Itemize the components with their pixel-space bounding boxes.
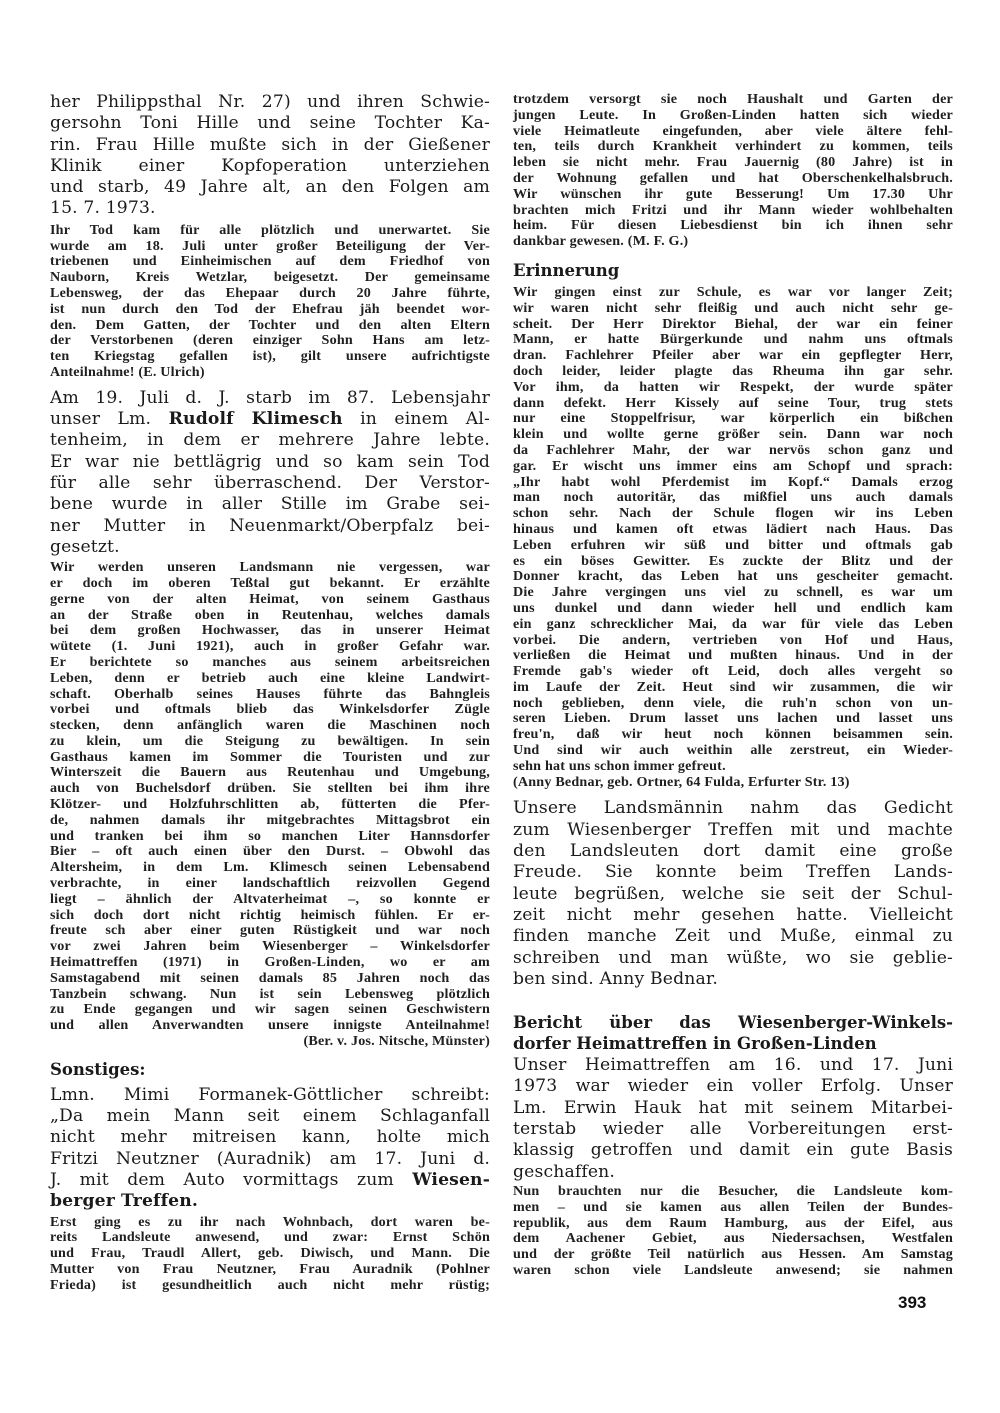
text-line: Samstagabend mit seinen damals 85 Jahren noch das <box>50 969 490 986</box>
text-line: gerne von der alten Heimat, von seinem Gasthaus <box>50 590 490 607</box>
text-line: tenheim, in dem er mehrere Jahre lebte. <box>50 430 490 451</box>
text-line: Heimattreffen (1971) in Großen-Linden, wo er am <box>50 954 490 971</box>
poem-signature: (Anny Bednar, geb. Ortner, 64 Fulda, Erfurter Str. 13) <box>513 773 850 790</box>
text-line: bene wurde in aller Stille im Grabe sei- <box>50 494 490 515</box>
text-line: ist nun durch den Tod der Ehefrau jäh beendet wor- <box>50 300 490 317</box>
page-number: 393 <box>898 1293 927 1312</box>
text-line: vor zwei Jahren beim Wiesenberger – Winkelsdorfer <box>50 938 490 955</box>
text-line: trotzdem versorgt sie noch Haushalt und Garten der <box>513 91 953 107</box>
text-line: finden manche Zeit und Muße, einmal zu <box>513 926 953 947</box>
text-line: Winterszeit die Bauern aus Reutenhau und Umgebung, <box>50 764 490 781</box>
text-line: Unser Heimattreffen am 16. und 17. Juni <box>513 1055 953 1076</box>
text-line: den. Dem Gatten, der Tochter und den alten Eltern <box>50 316 490 333</box>
text-line: Frieda) ist gesundheitlich auch nicht mehr rüstig; <box>50 1276 490 1293</box>
text-line: brachten mich Fritzi und ihr Mann wieder wohlbehalten <box>513 201 953 218</box>
poem-line: Und sind wir auch weithin alle zerstreut, ein Wieder- <box>513 742 953 759</box>
text-line: ben sind. Anny Bednar. <box>513 968 718 989</box>
poem-line: freu'n, daß wir heut noch können beisammen sein. <box>513 726 953 743</box>
poem-line: scheit. Der Herr Direktor Biehal, der war ein feiner <box>513 315 953 332</box>
paragraph-treffen-report <box>513 1055 953 1183</box>
text-line: zu klein, um die Steigung zu bewältigen. In sein <box>50 732 490 749</box>
text-line: leben sie nicht mehr. Frau Jauernig (80 Jahre) ist in <box>513 154 953 171</box>
text-line: gersohn Toni Hille und seine Tochter Ka- <box>50 113 490 134</box>
text-line: Leben, denn er betrieb auch eine kleine Landwirt- <box>50 669 490 686</box>
poem-line: vorbei. Die andern, vertrieben von Hof und Haus, <box>513 631 953 648</box>
text-line: dankbar gewesen. (M. F. G.) <box>513 233 689 250</box>
heading-line: dorfer Heimattreffen in Großen-Linden <box>513 1034 877 1054</box>
text-line: bei dem großen Hochwasser, das in unserer Heimat <box>50 622 490 639</box>
text-line: terstab wieder alle Vorbereitungen erst- <box>513 1119 953 1140</box>
text-fragment: J. mit dem Auto vormittags zum <box>50 1170 413 1191</box>
text-line: er doch im oberen Teßtal gut bekannt. Er erzählte <box>50 574 490 591</box>
text-line: Altersheim, in dem Lm. Klimesch seinen Lebensabend <box>50 859 490 876</box>
text-line: Klinik einer Kopfoperation unterziehen <box>50 155 490 176</box>
text-line: der Wohnung gefallen und hat Oberschenkelhalsbruch. <box>513 169 953 186</box>
text-line: jungen Leute. In Großen-Linden hatten sich wieder <box>513 106 953 123</box>
text-line: auch von Buchelsdorf drüben. Sie stellten bei ihm ihre <box>50 780 490 797</box>
left-column <box>50 92 490 1294</box>
section-heading-erinnerung: Erinnerung <box>513 260 620 280</box>
text-line: Gasthaus kamen im Sommer die Touristen und zur <box>50 748 490 765</box>
poem-line: man noch autoritär, das mißfiel uns auch damals <box>513 489 953 506</box>
poem-line: nur eine Stoppelfrisur, war körperlich ein bißchen <box>513 410 953 427</box>
poem-erinnerung <box>513 285 953 791</box>
poem-line: es ein böses Gewitter. Es zuckte der Blitz und der <box>513 552 953 569</box>
paragraph-klimesch-memories <box>50 560 490 1050</box>
text-line: wurde am 18. Juli unter großer Beteiligung der Ver- <box>50 237 490 254</box>
text-fragment: in einem Al- <box>342 409 490 430</box>
text-line: Anteilnahme! (E. Ulrich) <box>50 363 205 380</box>
text-line: der Verstorbenen (deren einziger Sohn Hans am letz- <box>50 332 490 349</box>
text-line: Fritzi Neutzner (Auradnik) am 17. Juni d. <box>50 1148 490 1169</box>
text-line: „Da mein Mann seit einem Schlaganfall <box>50 1106 490 1127</box>
text-line: vorbei und oftmals blieb das Winkelsdorfer Zügle <box>50 701 490 718</box>
text-line: den Landsleuten dort damit eine große <box>513 841 953 862</box>
paragraph-klimesch-death <box>50 388 490 558</box>
text-line: dem Aachener Gebiet, aus Niedersachsen, Westfalen <box>513 1230 953 1247</box>
text-line: ten, teils durch Krankheit verhindert zu kommen, teils <box>513 138 953 155</box>
text-line: und der größte Teil natürlich aus Hessen. Am Samstag <box>513 1246 953 1263</box>
event-name-bold: berger Treffen. <box>50 1191 198 1212</box>
paragraph-formanek-letter <box>50 1085 490 1213</box>
text-line: Erst ging es zu ihr nach Wohnbach, dort waren be- <box>50 1213 490 1230</box>
text-line: klassig getroffen und damit ein gute Basis <box>513 1140 953 1161</box>
text-line: Ihr Tod kam für alle plötzlich und unerwartet. Sie <box>50 221 490 238</box>
text-line: und allen Anverwandten unsere innigste Anteilnahme! <box>50 1017 490 1034</box>
text-line: Er berichtete so manches aus seinem arbeitsreichen <box>50 653 490 670</box>
text-line: 15. 7. 1973. <box>50 198 156 219</box>
text-line: Unsere Landsmännin nahm das Gedicht <box>513 798 953 819</box>
text-line: Nauborn, Kreis Wetzlar, beigesetzt. Der gemeinsame <box>50 269 490 286</box>
text-line: Lmn. Mimi Formanek-Göttlicher schreibt: <box>50 1084 490 1105</box>
text-line: Am 19. Juli d. J. starb im 87. Lebensjahr <box>50 387 490 408</box>
text-line: geschaffen. <box>513 1161 616 1182</box>
text-line: sich doch dort nicht richtig heimisch fühlen. Er er- <box>50 906 490 923</box>
right-column <box>513 92 953 1279</box>
text-line: reits Landsleute anwesend, und zwar: Ernst Schön <box>50 1229 490 1246</box>
text-line: Nun brauchten nur die Besucher, die Landsleute kom- <box>513 1182 953 1199</box>
poem-line: Fremde gab's wieder oft Leid, doch alles vergeht so <box>513 663 953 680</box>
poem-line: Leben erfuhren wir süß und bitter und oftmals gab <box>513 536 953 553</box>
text-line: waren schon viele Landsleute anwesend; sie nahmen <box>513 1261 953 1278</box>
text-line: und starb, 49 Jahre alt, an den Folgen am <box>50 177 490 198</box>
text-line: leute begrüßen, welche sie seit der Schul- <box>513 883 953 904</box>
poem-line: hinaus und kamen oft etwas lädiert nach Haus. Das <box>513 520 953 537</box>
poem-line: Die Jahre vergingen uns viel zu schnell, es war um <box>513 584 953 601</box>
section-heading-sonstiges: Sonstiges: <box>50 1059 146 1079</box>
poem-line: verließen die Heimat und mußten hinaus. Und in der <box>513 647 953 664</box>
text-line: wütete (1. Juni 1921), auch in großer Gefahr war. <box>50 638 490 655</box>
poem-line: schon sehr. Nach der Schule flogen wir ins Leben <box>513 505 953 522</box>
paragraph-wohnbach <box>50 1215 490 1294</box>
text-line: freute sch aber einer guten Rüstigkeit und war noch <box>50 922 490 939</box>
text-line <box>50 409 490 430</box>
paragraph-hille-funeral <box>50 223 490 381</box>
text-line: 1973 war wieder ein voller Erfolg. Unser <box>513 1076 953 1097</box>
text-line: zu Ende gegangen und wir sagen seinen Geschwistern <box>50 1001 490 1018</box>
text-line: und Frau, Traudl Allert, geb. Diwisch, und Mann. Die <box>50 1245 490 1262</box>
poem-line: dran. Fachlehrer Pfeiler aber war ein gepflegter Herr, <box>513 347 953 364</box>
heading-line: Bericht über das Wiesenberger-Winkels- <box>513 1013 953 1033</box>
text-line: für alle sehr überraschend. Der Verstor- <box>50 472 490 493</box>
text-line: ner Mutter in Neuenmarkt/Oberpfalz bei- <box>50 515 490 536</box>
text-line: de, nahmen damals ihr mitgebrachtes Mittagsbrot ein <box>50 811 490 828</box>
poem-line: ein ganz schrecklicher Mai, da war für viele das Leben <box>513 615 953 632</box>
text-line: liegt – ähnlich der Altvaterheimat –, so konnte er <box>50 890 490 907</box>
text-line: republik, aus dem Raum Hamburg, aus der Eifel, aus <box>513 1214 953 1231</box>
text-line: schreiben und man wüßte, wo sie geblie- <box>513 947 953 968</box>
poem-line: seren Lieben. Drum lasset uns lachen und lasset uns <box>513 710 953 727</box>
text-line: an der Straße oben in Reutenhau, welches damals <box>50 606 490 623</box>
text-line: Lebensweg, der das Ehepaar durch 20 Jahre führte, <box>50 284 490 301</box>
text-line: heim. Für diesen Liebesdienst bin ich ihnen sehr <box>513 217 953 234</box>
text-line: Tanzbein schwang. Nun ist sein Lebensweg plötzlich <box>50 985 490 1002</box>
text-line: stecken, denn anfänglich waren die Maschinen noch <box>50 717 490 734</box>
text-line: Lm. Erwin Hauk hat mit seinem Mitarbei- <box>513 1097 953 1118</box>
section-heading-bericht <box>513 1012 953 1054</box>
event-name-bold: Wiesen- <box>412 1170 490 1191</box>
paragraph-poem-note <box>513 798 953 990</box>
text-line: rin. Frau Hille mußte sich in der Gießener <box>50 134 490 155</box>
text-line <box>50 1191 490 1212</box>
paragraph-visitors <box>513 1184 953 1279</box>
paragraph-letter-continued <box>513 92 953 250</box>
poem-line: dann defekt. Herr Kissely auf seine Tour, trug stets <box>513 394 953 411</box>
text-line: Freude. Sie konnte beim Treffen Lands- <box>513 862 953 883</box>
poem-line: da Fachlehrer Mahr, der war nervös schon ganz und <box>513 441 953 458</box>
text-line <box>50 1170 490 1191</box>
text-line: Mutter von Frau Neutzner, Frau Auradnik (Pohlner <box>50 1261 490 1277</box>
text-line: ten Kriegstag gefallen ist), gilt unsere aufrichtigste <box>50 348 490 365</box>
text-line: Wir werden unseren Landsmann nie vergessen, war <box>50 559 490 576</box>
text-line: und tranken bei ihm so manchen Liter Hannsdorfer <box>50 827 490 844</box>
poem-line: noch geblieben, denn viele, die ruh'n schon von un- <box>513 694 953 711</box>
text-line: viele Heimatleute eingefunden, aber viele ältere fehl- <box>513 122 953 139</box>
poem-line: Donner kracht, das Leben hat uns gescheiter gemacht. <box>513 568 953 585</box>
text-fragment: unser Lm. <box>50 409 169 430</box>
paragraph-hille-death <box>50 92 490 220</box>
poem-line: „Ihr habt wohl Pferdemist im Kopf.“ Damals erzog <box>513 473 953 490</box>
text-line: zeit nicht mehr gesehen hatte. Vielleicht <box>513 904 953 925</box>
poem-line: Mann, er hatte Bürgerkunde und nahm uns oftmals <box>513 331 953 348</box>
poem-line: uns dunkel und dann wieder hell und endlich kam <box>513 599 953 616</box>
text-line: gesetzt. <box>50 536 120 557</box>
person-name-bold: Rudolf Klimesch <box>168 409 343 430</box>
poem-line: wir waren nicht sehr fleißig und auch nicht sehr ge- <box>513 299 953 316</box>
poem-line: im Laufe der Zeit. Heut sind wir zusammen, die wir <box>513 678 953 695</box>
poem-line: Wir gingen einst zur Schule, es war vor langer Zeit; <box>513 283 953 300</box>
author-signature: (Ber. v. Jos. Nitsche, Münster) <box>303 1033 490 1050</box>
text-line: Wir wünschen ihr gute Besserung! Um 17.30 Uhr <box>513 185 953 202</box>
poem-line: gar. Er wischt uns immer eins am Schopf und sprach: <box>513 457 953 474</box>
text-line: verbrachte, in einer landschaftlich reizvollen Gegend <box>50 875 490 892</box>
text-line: zum Wiesenberger Treffen mit und machte <box>513 819 953 840</box>
text-line: Bier – oft auch einen über den Durst. – Obwohl das <box>50 843 490 860</box>
poem-line: sehn hat uns schon immer gefreut. <box>513 757 726 774</box>
text-line: nicht mehr mitreisen kann, holte mich <box>50 1127 490 1148</box>
poem-line: Vor ihm, da hatten wir Respekt, der wurde später <box>513 378 953 395</box>
poem-line: klein und wollte gerne größer sein. Dann war noch <box>513 426 953 443</box>
text-line: Klötzer- und Holzfuhrschlitten ab, fütterten die Pfer- <box>50 796 490 813</box>
text-line: her Philippsthal Nr. 27) und ihren Schwie- <box>50 92 490 112</box>
text-line: triebenen und Einheimischen auf dem Friedhof von <box>50 253 490 270</box>
text-line: Er war nie bettlägrig und so kam sein Tod <box>50 451 490 472</box>
text-line: men – und sie kamen aus allen Teilen der Bundes- <box>513 1198 953 1215</box>
text-line: schaft. Oberhalb seines Hauses führte das Bahngleis <box>50 685 490 702</box>
poem-line: doch leider, leider plagte das Rheuma ihn gar sehr. <box>513 362 953 379</box>
